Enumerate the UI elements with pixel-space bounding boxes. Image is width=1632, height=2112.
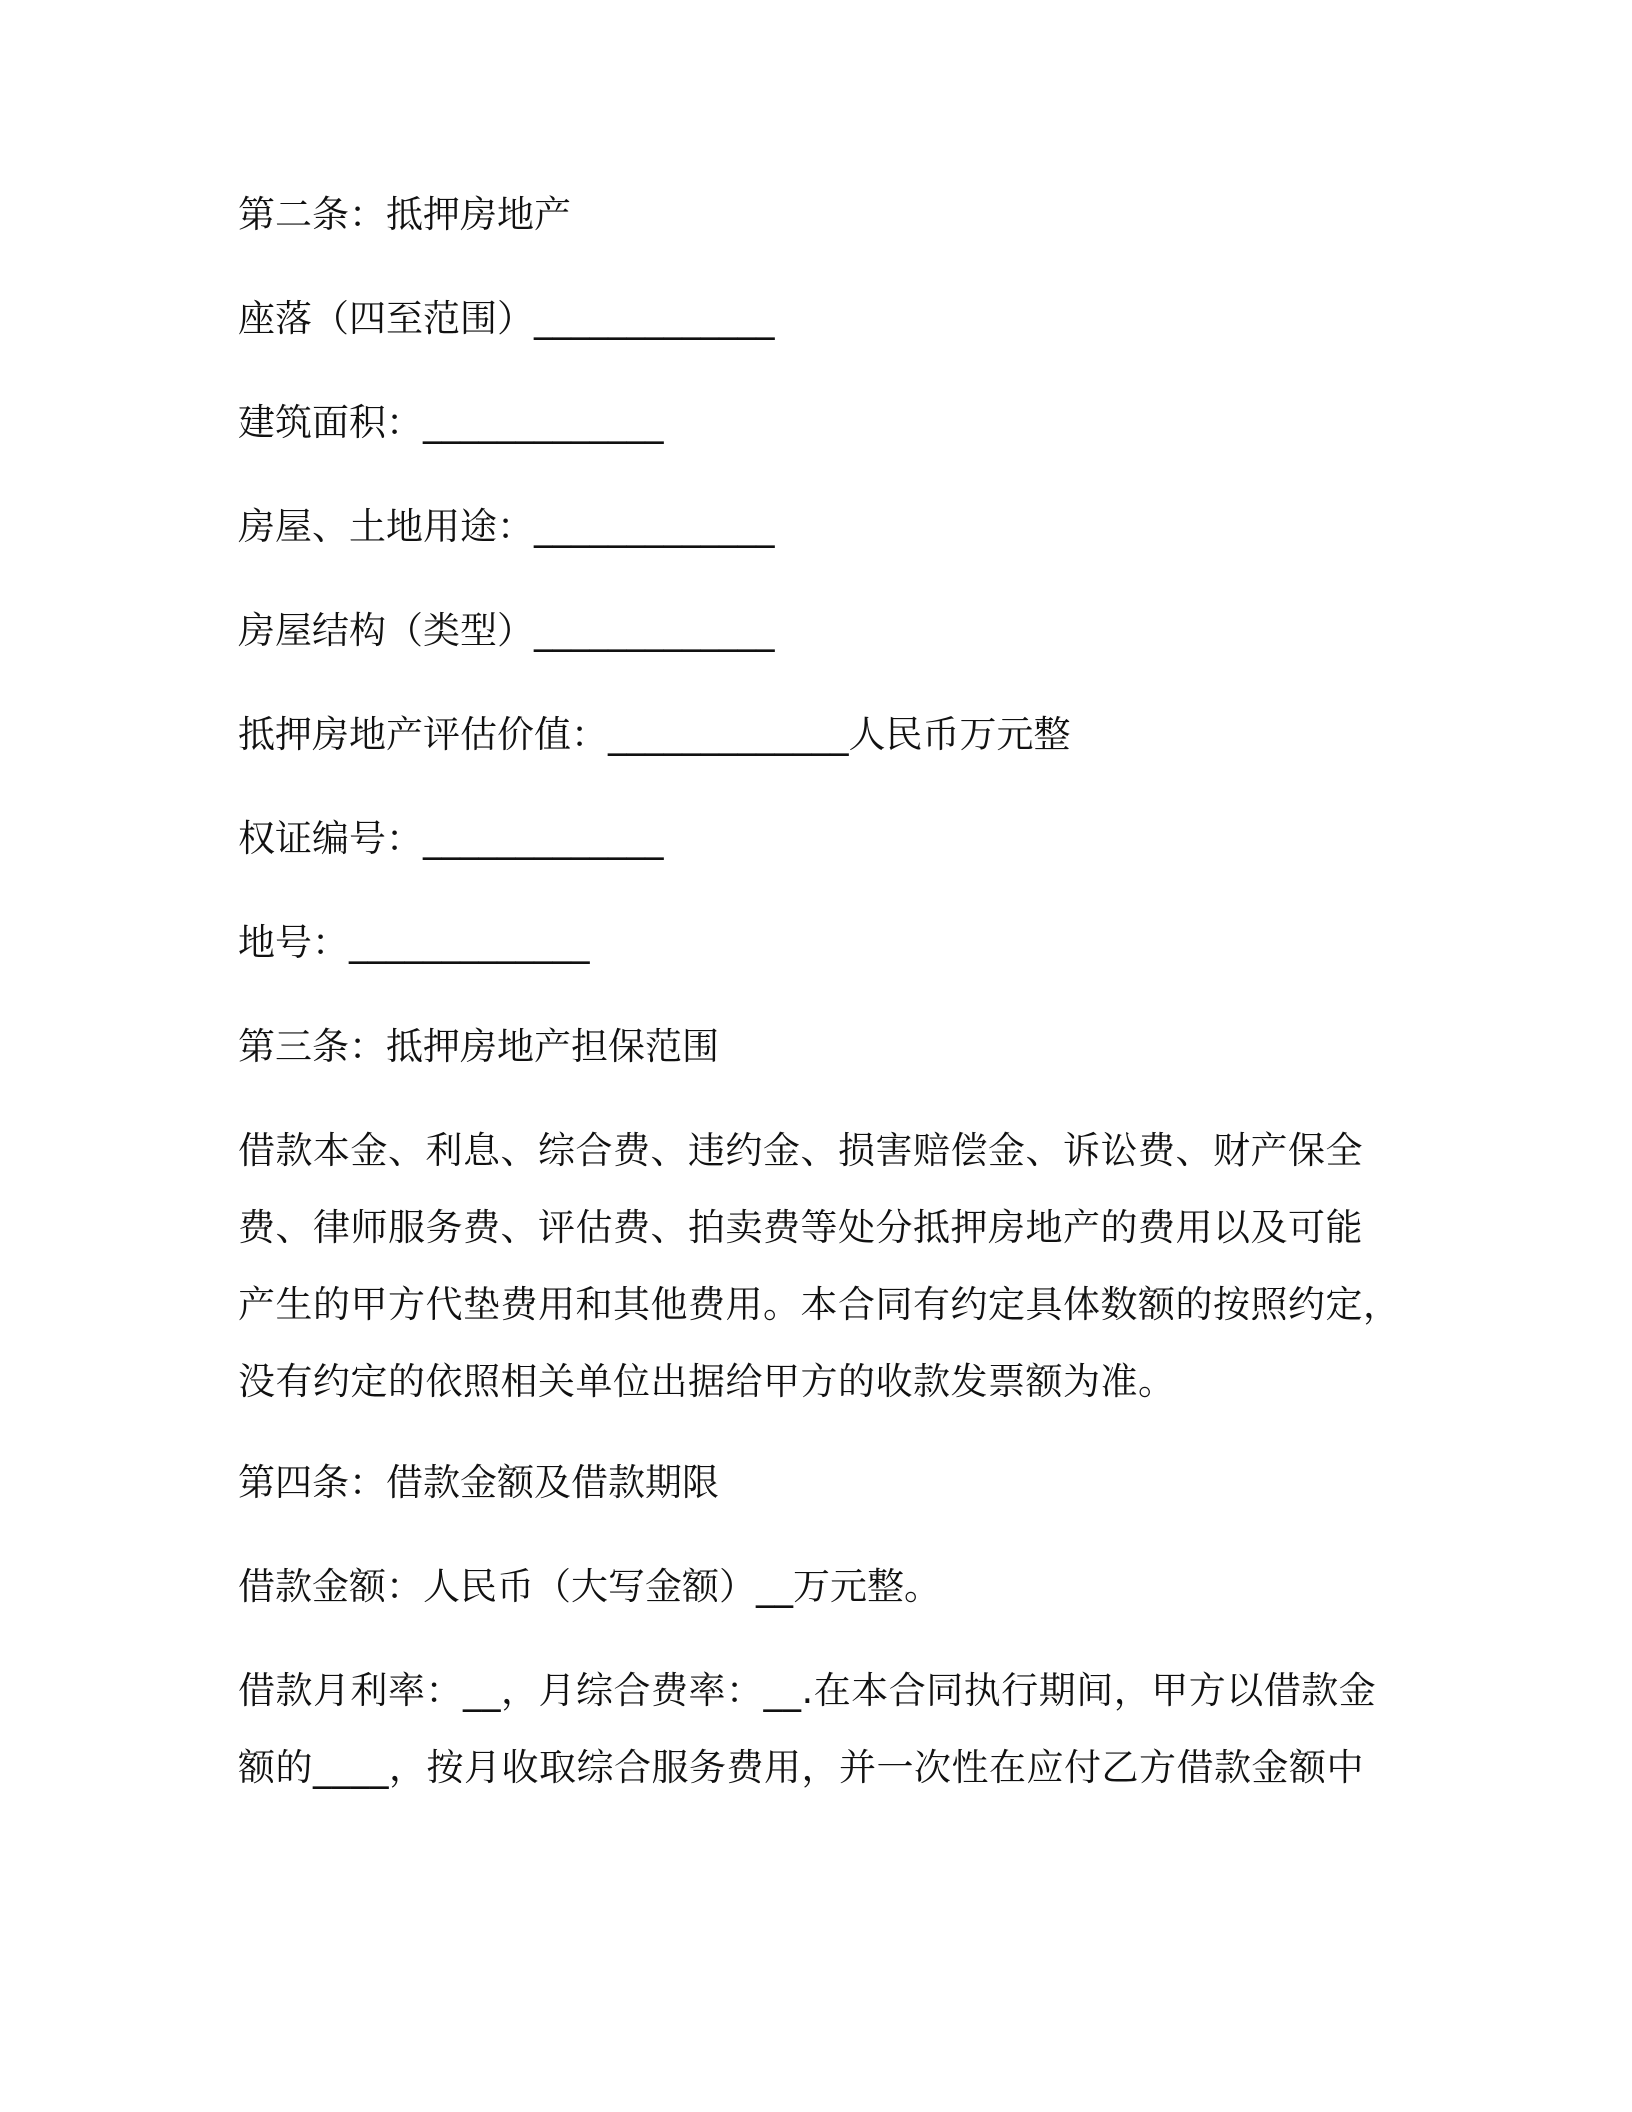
paragraph-line: 额的____，按月收取综合服务费用，并一次性在应付乙方借款金额中	[238, 1746, 1364, 1789]
structure-type-field: 房屋结构（类型）_____________	[238, 609, 775, 652]
loan-amount-field: 借款金额：人民币（大写金额）__万元整。	[238, 1565, 941, 1608]
document-body	[238, 190, 1401, 1844]
building-area-field: 建筑面积：_____________	[238, 401, 664, 444]
land-use-field: 房屋、土地用途：_____________	[238, 505, 775, 548]
paragraph-line: 产生的甲方代垫费用和其他费用。本合同有约定具体数额的按照约定，	[238, 1283, 1401, 1326]
article-2-heading: 第二条：抵押房地产	[238, 193, 571, 236]
guarantee-scope-paragraph	[238, 1112, 1401, 1420]
paragraph-line: 借款月利率：__，月综合费率：__.在本合同执行期间，甲方以借款金	[238, 1669, 1377, 1712]
paragraph-line: 借款本金、利息、综合费、违约金、损害赔偿金、诉讼费、财产保全	[238, 1129, 1363, 1172]
paragraph-line: 费、律师服务费、评估费、拍卖费等处分抵押房地产的费用以及可能	[238, 1206, 1363, 1249]
interest-rate-paragraph	[238, 1652, 1388, 1806]
article-3-heading: 第三条：抵押房地产担保范围	[238, 1025, 719, 1068]
location-field: 座落（四至范围）_____________	[238, 297, 775, 340]
paragraph-line: 没有约定的依照相关单位出据给甲方的收款发票额为准。	[238, 1360, 1176, 1403]
appraised-value-field: 抵押房地产评估价值：_____________人民币万元整	[238, 713, 1071, 756]
lot-number-field: 地号：_____________	[238, 921, 590, 964]
article-4-heading: 第四条：借款金额及借款期限	[238, 1461, 719, 1504]
certificate-number-field: 权证编号：_____________	[238, 817, 664, 860]
